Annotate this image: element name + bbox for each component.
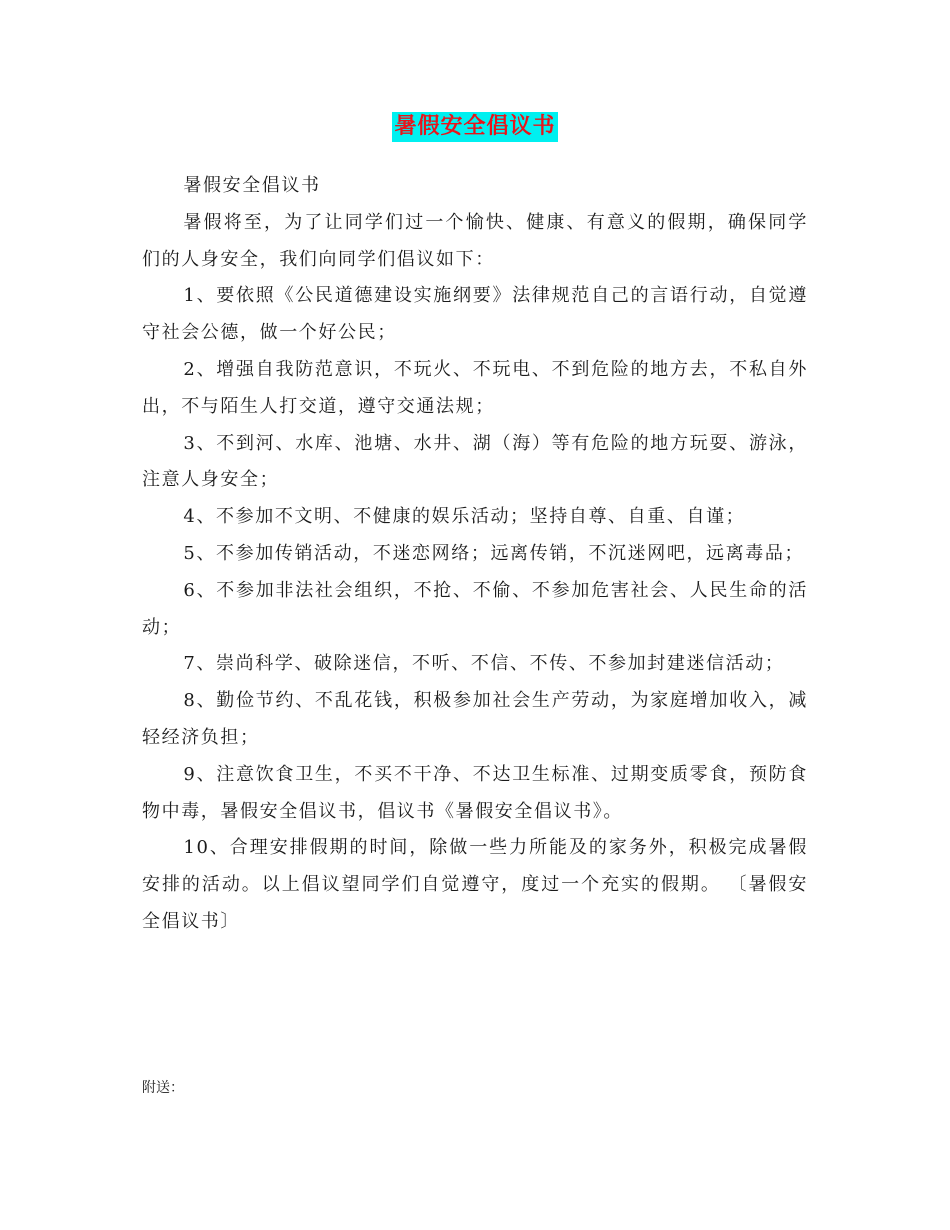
paragraph-item-6: 6、不参加非法社会组织，不抢、不偷、不参加危害社会、人民生命的活动； bbox=[142, 579, 808, 638]
document-title: 暑假安全倡议书 bbox=[392, 112, 557, 142]
paragraph-item-1: 1、要依照《公民道德建设实施纲要》法律规范自己的言语行动，自觉遵守社会公德，做一个好公民； bbox=[142, 285, 808, 344]
paragraph-item-8: 8、勤俭节约、不乱花钱，积极参加社会生产劳动，为家庭增加收入，减轻经济负担； bbox=[142, 690, 808, 748]
paragraph-item-3: 3、不到河、水库、池塘、水井、湖（海）等有危险的地方玩耍、游泳，注意人身安全； bbox=[142, 432, 808, 491]
paragraph-item-4: 4、不参加不文明、不健康的娱乐活动；坚持自尊、自重、自谨； bbox=[183, 506, 746, 528]
paragraph-item-5: 5、不参加传销活动，不迷恋网络；远离传销，不沉迷网吧，远离毒品； bbox=[183, 542, 805, 564]
paragraph-intro: 暑假将至，为了让同学们过一个愉快、健康、有意义的假期，确保同学们的人身安全，我们向同学们倡议如下： bbox=[142, 211, 808, 270]
paragraph-item-10: 10、合理安排假期的时间，除做一些力所能及的家务外，积极完成暑假安排的活动。以上倡议望同学们自觉遵守，度过一个充实的假期。 〔暑假安全倡议书〕 bbox=[142, 837, 808, 932]
paragraph-item-2: 2、增强自我防范意识，不玩火、不玩电、不到危险的地方去，不私自外出，不与陌生人打交道，遵守交通法规； bbox=[142, 358, 808, 417]
document-body bbox=[142, 168, 808, 941]
title-container bbox=[0, 112, 950, 142]
appendix-label: 附送： bbox=[142, 1080, 184, 1096]
paragraph-heading: 暑假安全倡议书 bbox=[183, 175, 321, 196]
paragraph-item-7: 7、崇尚科学、破除迷信，不听、不信、不传、不参加封建迷信活动； bbox=[183, 653, 785, 675]
paragraph-item-9: 9、注意饮食卫生，不买不干净、不达卫生标准、过期变质零食，预防食物中毒，暑假安全倡议书，倡议书《暑假安全倡议书》。 bbox=[142, 763, 808, 822]
